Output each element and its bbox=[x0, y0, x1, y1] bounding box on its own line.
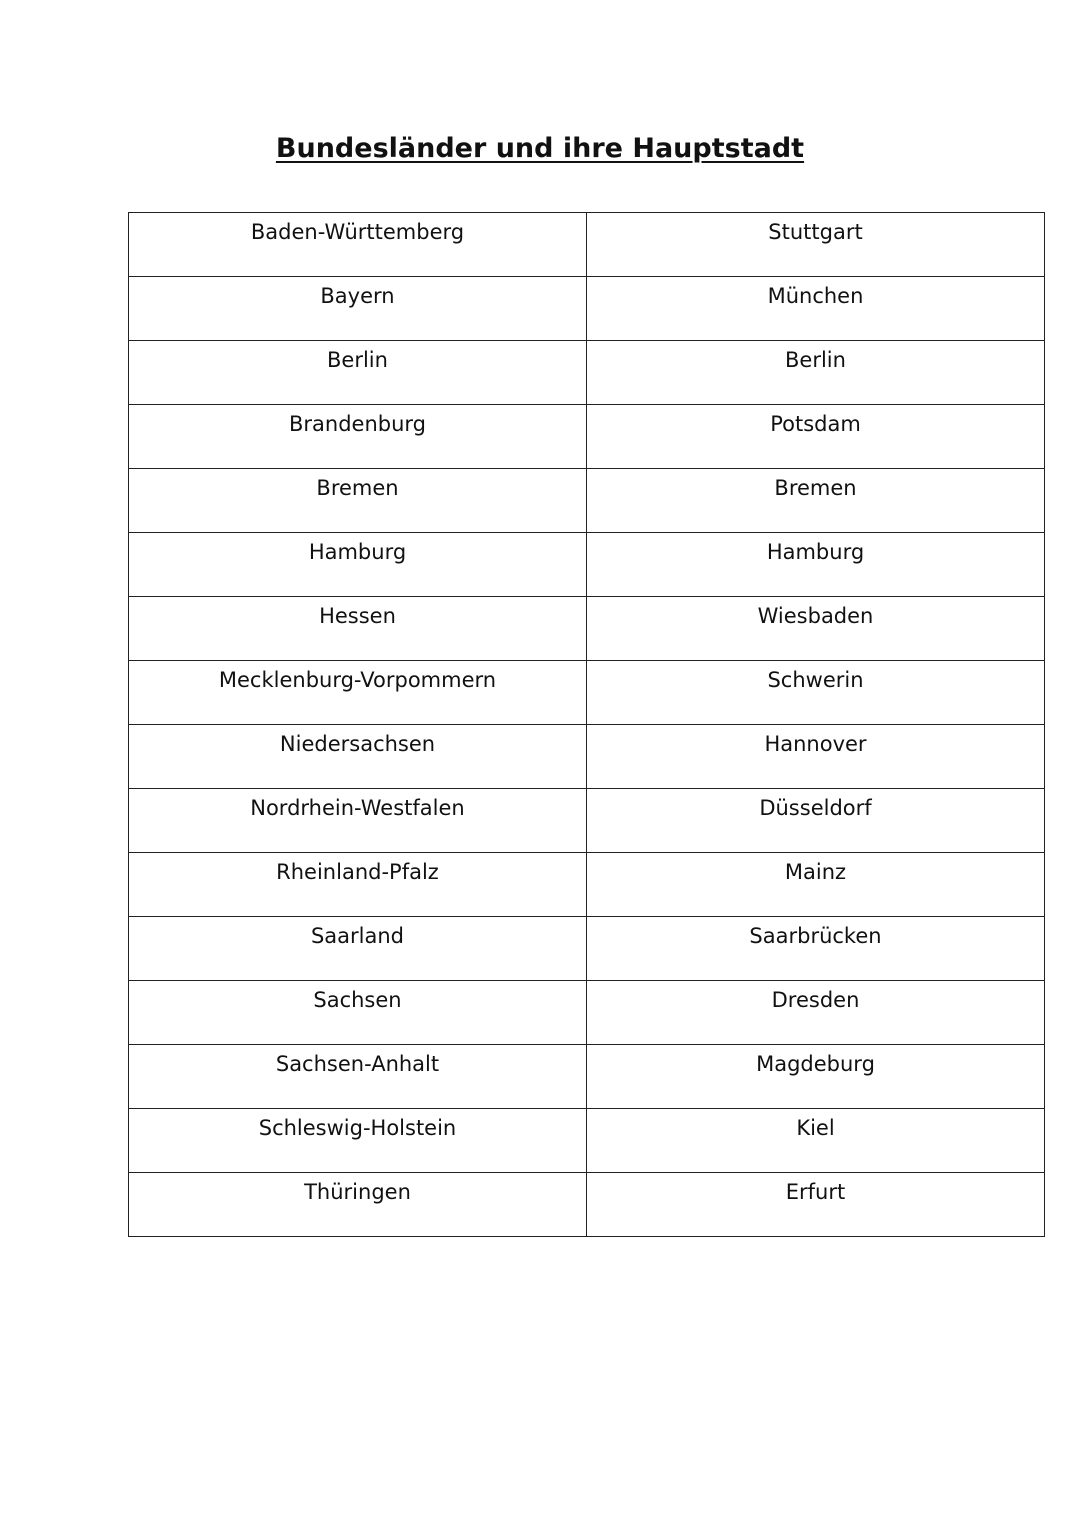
table-row bbox=[129, 597, 1045, 661]
table-row bbox=[129, 789, 1045, 853]
state-cell: Mecklenburg-Vorpommern bbox=[129, 661, 587, 725]
table-row bbox=[129, 213, 1045, 277]
states-capitals-table bbox=[128, 212, 1045, 1237]
capital-cell: Stuttgart bbox=[587, 213, 1045, 277]
state-cell: Baden-Württemberg bbox=[129, 213, 587, 277]
capital-cell: Magdeburg bbox=[587, 1045, 1045, 1109]
state-cell: Berlin bbox=[129, 341, 587, 405]
table-row bbox=[129, 725, 1045, 789]
state-cell: Saarland bbox=[129, 917, 587, 981]
capital-cell: Hannover bbox=[587, 725, 1045, 789]
state-cell: Bremen bbox=[129, 469, 587, 533]
capital-cell: Hamburg bbox=[587, 533, 1045, 597]
table-row bbox=[129, 1045, 1045, 1109]
state-cell: Hessen bbox=[129, 597, 587, 661]
table-row bbox=[129, 981, 1045, 1045]
state-cell: Bayern bbox=[129, 277, 587, 341]
table-row bbox=[129, 469, 1045, 533]
capital-cell: Wiesbaden bbox=[587, 597, 1045, 661]
capital-cell: Dresden bbox=[587, 981, 1045, 1045]
state-cell: Thüringen bbox=[129, 1173, 587, 1237]
table-row bbox=[129, 1173, 1045, 1237]
state-cell: Sachsen-Anhalt bbox=[129, 1045, 587, 1109]
capital-cell: Düsseldorf bbox=[587, 789, 1045, 853]
capital-cell: Potsdam bbox=[587, 405, 1045, 469]
capital-cell: Mainz bbox=[587, 853, 1045, 917]
page-title: Bundesländer und ihre Hauptstadt bbox=[275, 133, 805, 164]
table-row bbox=[129, 661, 1045, 725]
capital-cell: Berlin bbox=[587, 341, 1045, 405]
table-body bbox=[129, 213, 1045, 1237]
state-cell: Niedersachsen bbox=[129, 725, 587, 789]
table-row bbox=[129, 853, 1045, 917]
state-cell: Rheinland-Pfalz bbox=[129, 853, 587, 917]
table-row bbox=[129, 917, 1045, 981]
table-row bbox=[129, 277, 1045, 341]
state-cell: Hamburg bbox=[129, 533, 587, 597]
table-row bbox=[129, 533, 1045, 597]
table-row bbox=[129, 405, 1045, 469]
state-cell: Brandenburg bbox=[129, 405, 587, 469]
state-cell: Nordrhein-Westfalen bbox=[129, 789, 587, 853]
capital-cell: Saarbrücken bbox=[587, 917, 1045, 981]
table-row bbox=[129, 341, 1045, 405]
table-row bbox=[129, 1109, 1045, 1173]
capital-cell: Kiel bbox=[587, 1109, 1045, 1173]
capital-cell: Erfurt bbox=[587, 1173, 1045, 1237]
capital-cell: München bbox=[587, 277, 1045, 341]
state-cell: Schleswig-Holstein bbox=[129, 1109, 587, 1173]
state-cell: Sachsen bbox=[129, 981, 587, 1045]
capital-cell: Schwerin bbox=[587, 661, 1045, 725]
capital-cell: Bremen bbox=[587, 469, 1045, 533]
